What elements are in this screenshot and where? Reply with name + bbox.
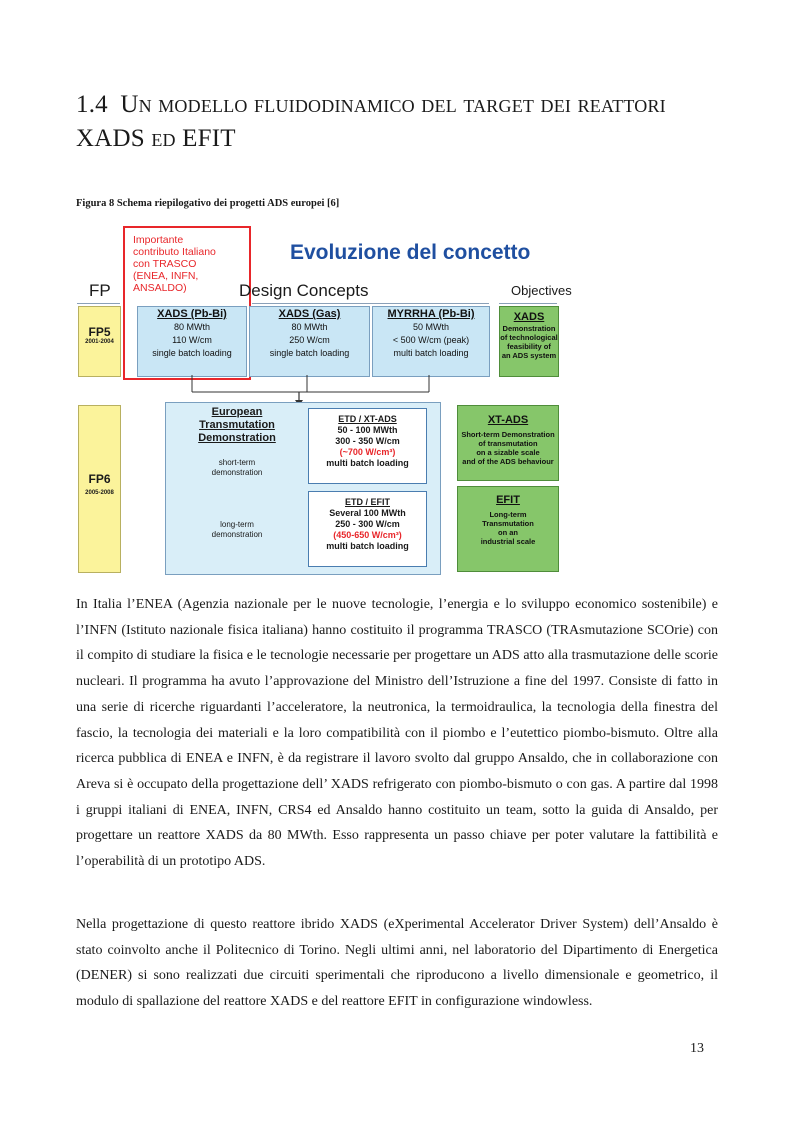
concept-myrrha bbox=[372, 306, 490, 377]
italian-contribution-note bbox=[133, 234, 245, 294]
etd-xt-linear: 300 - 350 W/cm bbox=[335, 436, 400, 446]
short-term-line: demonstration bbox=[211, 468, 263, 477]
objective-text: Transmutation bbox=[482, 519, 534, 528]
etd-xt-power: 50 - 100 MWth bbox=[337, 425, 398, 435]
etd-title-line: Transmutation bbox=[199, 419, 275, 431]
header-rule bbox=[252, 303, 489, 304]
objective-text: and of the ADS behaviour bbox=[462, 457, 554, 466]
note-line: Importante bbox=[133, 234, 184, 246]
section-heading bbox=[76, 88, 726, 156]
etd-efit-power: Several 100 MWth bbox=[329, 508, 406, 518]
long-term-label bbox=[187, 520, 287, 540]
fp5-label: FP5 bbox=[88, 325, 111, 339]
fp5-years: 2001-2004 bbox=[85, 339, 114, 345]
concept-linear-power: < 500 W/cm (peak) bbox=[392, 335, 470, 345]
header-rule bbox=[499, 303, 557, 304]
objective-text: an ADS system bbox=[501, 351, 557, 360]
objective-text: Demonstration bbox=[502, 324, 556, 333]
concept-title: XADS (Gas) bbox=[278, 308, 341, 320]
objective-text: on a sizable scale bbox=[476, 448, 540, 457]
etd-title-line: Demonstration bbox=[198, 432, 276, 444]
concept-title: XADS (Pb-Bi) bbox=[157, 308, 227, 320]
header-objectives: Objectives bbox=[511, 283, 572, 298]
fp6-label: FP6 bbox=[88, 472, 111, 486]
section-number: 1.4 bbox=[76, 91, 108, 118]
concept-loading: multi batch loading bbox=[393, 348, 469, 358]
objective-xt-ads bbox=[457, 405, 559, 481]
paragraph: Nella progettazione di questo reattore ibrido XADS (eXperimental Accelerator Driver System) dell’Ansaldo è stato coinvolto anche il Politecnico di Torino. Negli ultimi anni, nel laboratorio del Dipartimento di Energetica (DENER) si sono realizzati due circuiti sperimentali che riproducono a livello dimensionale e geometrico, il modulo di spallazione del reattore XADS e del reattore EFIT in configurazione windowless. bbox=[76, 917, 718, 1010]
concept-loading: single batch loading bbox=[269, 348, 350, 358]
concept-loading: single batch loading bbox=[152, 348, 232, 358]
note-line: contributo Italiano bbox=[133, 246, 216, 258]
objective-text: Long-term bbox=[489, 510, 527, 519]
objective-xads bbox=[499, 306, 559, 377]
etd-efit-box bbox=[308, 491, 427, 567]
concept-linear-power: 110 W/cm bbox=[172, 335, 212, 345]
concept-xads-pbbi bbox=[137, 306, 247, 377]
concept-xads-gas bbox=[249, 306, 370, 377]
long-term-line: demonstration bbox=[211, 530, 263, 539]
concept-linear-power: 250 W/cm bbox=[289, 335, 330, 345]
etd-title-line: European bbox=[211, 406, 263, 418]
etd-efit-title: ETD / EFIT bbox=[345, 497, 390, 507]
header-rule bbox=[77, 303, 120, 304]
fp6-years: 2005-2008 bbox=[85, 490, 114, 496]
note-line: con TRASCO bbox=[133, 258, 197, 270]
header-design-concepts: Design Concepts bbox=[239, 281, 369, 300]
etd-xt-ads-box bbox=[308, 408, 427, 484]
etd-xt-density: (~700 W/cm³) bbox=[339, 447, 396, 457]
etd-efit-loading: multi batch loading bbox=[326, 541, 409, 551]
fp6-box bbox=[78, 405, 121, 573]
objective-text: of technological bbox=[500, 333, 558, 342]
etd-efit-linear: 250 - 300 W/cm bbox=[335, 519, 400, 529]
objective-title: EFIT bbox=[496, 494, 520, 506]
objective-text: Short-term Demonstration bbox=[461, 430, 555, 439]
objective-text: feasibility of bbox=[507, 342, 551, 351]
section-title: Un modello fluidodinamico del target dei reattori XADS ed EFIT bbox=[76, 91, 666, 152]
figure-main-title: Evoluzione del concetto bbox=[290, 241, 531, 264]
objective-text: industrial scale bbox=[480, 537, 536, 546]
concept-power: 50 MWth bbox=[412, 322, 449, 332]
note-line: (ENEA, INFN, bbox=[133, 270, 199, 282]
objective-title: XADS bbox=[513, 311, 545, 323]
objective-efit bbox=[457, 486, 559, 572]
header-fp: FP bbox=[89, 281, 111, 300]
concept-power: 80 MWth bbox=[173, 322, 210, 332]
long-term-line: long-term bbox=[220, 520, 254, 529]
ads-projects-figure bbox=[77, 222, 572, 574]
page-number: 13 bbox=[690, 1041, 704, 1056]
etd-xt-loading: multi batch loading bbox=[326, 458, 409, 468]
etd-xt-title: ETD / XT-ADS bbox=[338, 414, 397, 424]
short-term-line: short-term bbox=[218, 458, 256, 467]
etd-title bbox=[187, 406, 287, 445]
note-line: ANSALDO) bbox=[133, 282, 187, 294]
paragraph: In Italia l’ENEA (Agenzia nazionale per le nuove tecnologie, l’energia e lo sviluppo economico sostenibile) e l’INFN (Istituto nazionale fisica italiana) hanno costituito il programma TRASCO (TRAsmutazione SCOrie) con il compito di studiare la fisica e le tecnologie necessarie per progettare un ADS atto alla trasmutazione delle scorie nucleari. Il programma ha avuto l’approvazione del Ministro dell’Istruzione a fine del 1997. Consiste di fatto in una serie di ricerche riguardanti l’acceleratore, la neutronica, la termoidraulica, la tecnologia della finestra del fascio, la tecnologia dei materiali e la loro compatibilità con il piombo e l’eutettico piombo-bismuto. Oltre alla ricerca pubblica di ENEA e INFN, è da registrare il lavoro svolto dal gruppo Ansaldo, che in collaborazione con Areva si è occupato della progettazione dell’ XADS refrigerato con piombo-bismuto o con gas. A partire dal 1998 i gruppi italiani di ENEA, INFN, CRS4 ed Ansaldo hanno costituito un team, sotto la guida di Ansaldo, per progettare un reattore XADS da 80 MWth. Esso rappresenta un passo chiave per poter valutare la fattibilità e l’operabilità di un prototipo ADS. bbox=[76, 597, 718, 870]
objective-text: on an bbox=[498, 528, 518, 537]
concept-title: MYRRHA (Pb-Bi) bbox=[387, 308, 475, 320]
fp5-box bbox=[78, 306, 121, 377]
objective-text: of transmutation bbox=[478, 439, 538, 448]
concept-power: 80 MWth bbox=[291, 322, 328, 332]
objective-title: XT-ADS bbox=[487, 414, 529, 426]
figure-caption: Figura 8 Schema riepilogativo dei progetti ADS europei [6] bbox=[76, 198, 340, 209]
short-term-label bbox=[187, 458, 287, 478]
etd-efit-density: (450-650 W/cm³) bbox=[333, 530, 402, 540]
